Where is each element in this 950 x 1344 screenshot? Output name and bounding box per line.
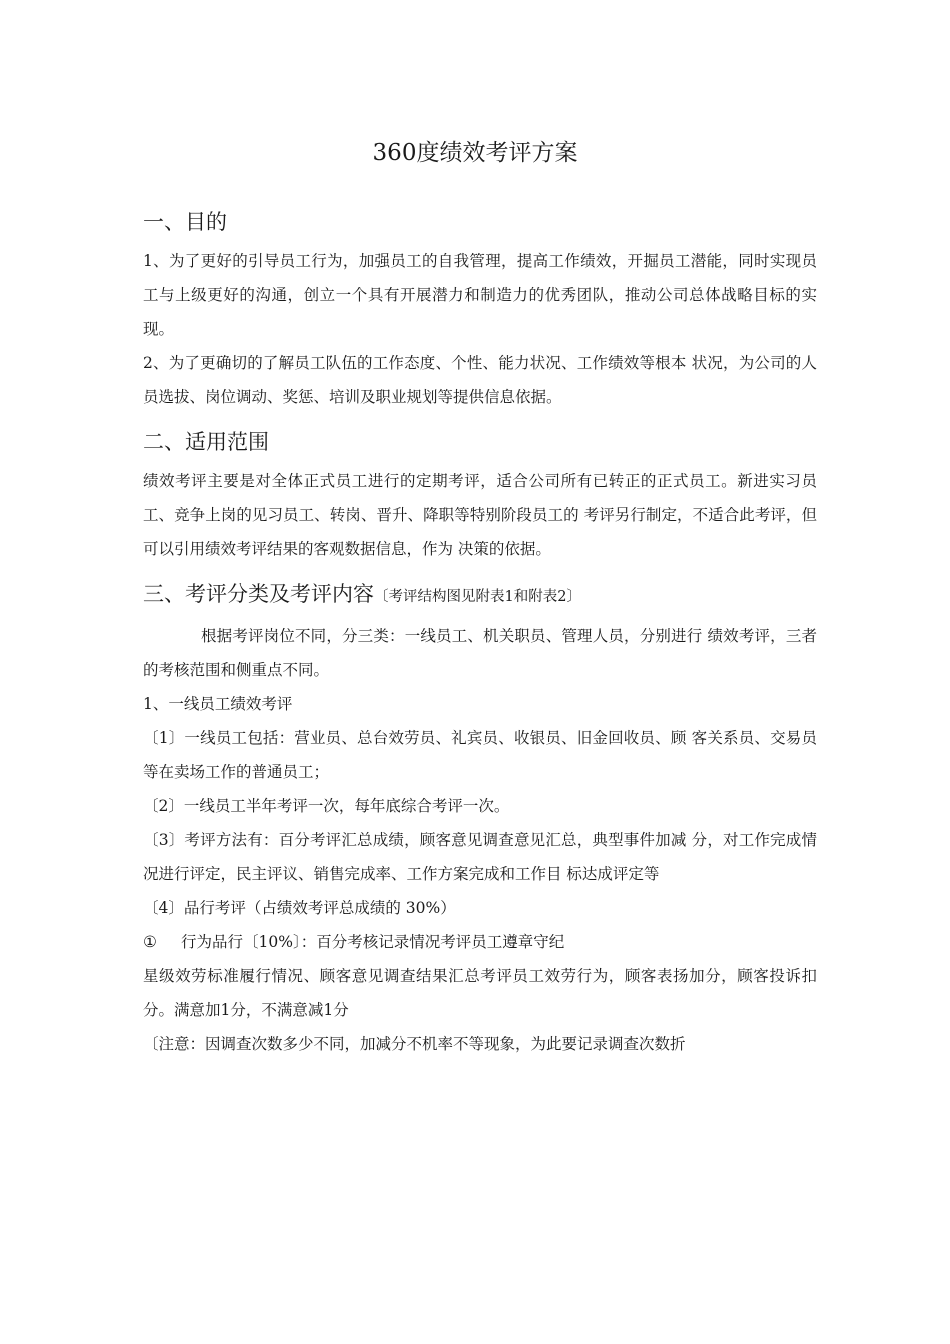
section-3-item-1: 〔1〕一线员工包括：营业员、总台效劳员、礼宾员、收银员、旧金回收员、顾 客关系员、交易员等在卖场工作的普通员工； [143,729,817,781]
section-3-heading-text: 三、考评分类及考评内容 [143,582,374,606]
section-3-intro: 根据考评岗位不同，分三类：一线员工、机关职员、管理人员，分别进行 绩效考评，三者的考核范围和侧重点不同。 [143,627,817,679]
section-1-heading: 一、目的 [143,210,227,234]
section-3-heading [143,580,817,611]
section-3-note: 〔注意：因调查次数多少不同，加减分不机率不等现象，为此要记录调查次数折 [143,1035,686,1053]
section-1-paragraph-1: 1、为了更好的引导员工行为，加强员工的自我管理，提高工作绩效，开掘员工潜能，同时实现员工与上级更好的沟通，创立一个具有开展潜力和制造力的优秀团队，推动公司总体战略目标的实现。 [143,252,817,338]
section-3-item-2: 〔2〕一线员工半年考评一次，每年底综合考评一次。 [143,797,510,815]
document-title: 360度绩效考评方案 [372,140,578,166]
section-3-heading-note: 〔考评结构图见附表1和附表2〕 [374,589,581,605]
circle-item-text: 行为品行〔10%〕：百分考核记录情况考评员工遵章守纪 [181,933,565,951]
document-body [143,208,817,1061]
section-2-paragraph-1: 绩效考评主要是对全体正式员工进行的定期考评，适合公司所有已转正的正式员工。新进实习员工、竞争上岗的见习员工、转岗、晋升、降职等特别阶段员工的 考评另行制定，不适合此考评，但可以引用绩效考评结果的客观数据信息，作为 决策的依据。 [143,472,817,558]
section-3-service-paragraph: 星级效劳标准履行情况、顾客意见调查结果汇总考评员工效劳行为，顾客表扬加分，顾客投诉扣分。满意加1分，不满意减1分 [143,967,817,1019]
section-1-paragraph-2: 2、为了更确切的了解员工队伍的工作态度、个性、能力状况、工作绩效等根本 状况，为公司的人员选拔、岗位调动、奖惩、培训及职业规划等提供信息依据。 [143,354,817,406]
section-3-subheading-1: 1、一线员工绩效考评 [143,695,293,713]
section-2-heading: 二、适用范围 [143,430,269,454]
circle-number-mark: ① [143,933,157,951]
section-3-item-4: 〔4〕品行考评（占绩效考评总成绩的 30%） [143,899,456,917]
section-3-item-3: 〔3〕考评方法有：百分考评汇总成绩，顾客意见调查意见汇总，典型事件加减 分，对工作完成情况进行评定，民主评议、销售完成率、工作方案完成和工作目 标达成评定等 [143,831,817,883]
section-3-circle-item [143,925,817,959]
